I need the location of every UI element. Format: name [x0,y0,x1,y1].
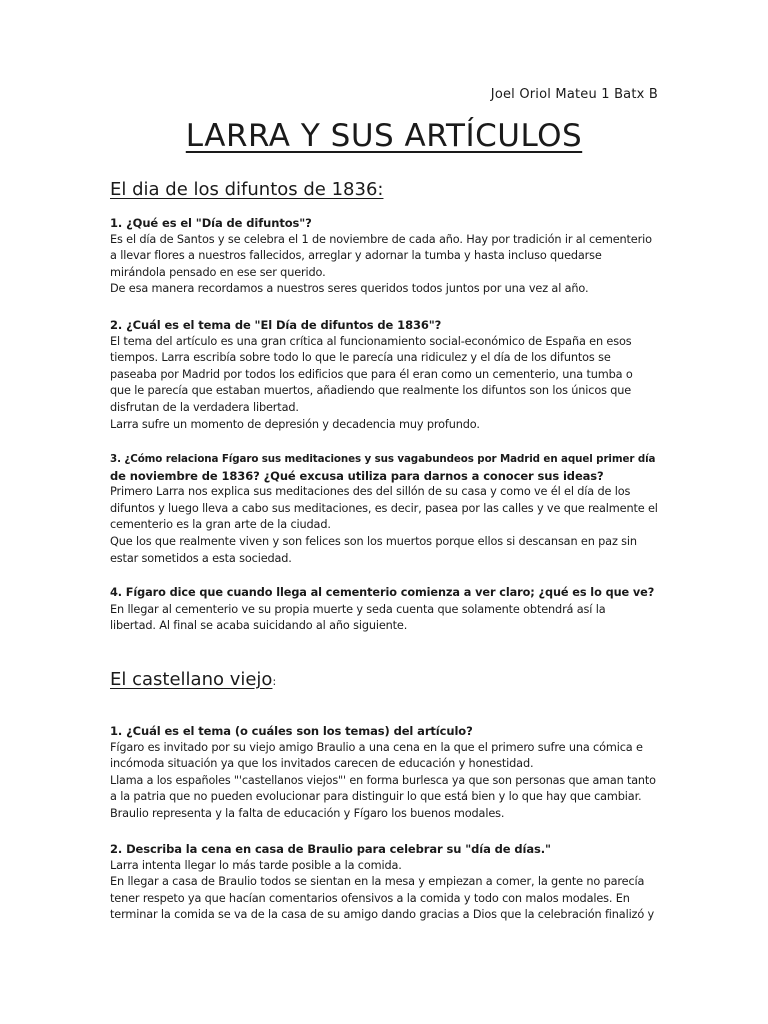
s2-answer-1-line-4: a la patria que no pueden evolucionar para distinguir lo que está bien y lo que hay que cambiar. [110,790,642,804]
s2-answer-1-line-5: Braulio representa y la falta de educación y Fígaro los buenos modales. [110,806,505,820]
s1-answer-3-line-5: estar sometidos a esta sociedad. [110,551,292,565]
s1-question-3-line-2: de noviembre de 1836? ¿Qué excusa utiliza para darnos a conocer sus ideas? [110,468,604,483]
s1-answer-2-line-3: paseaba por Madrid por todos los edificios que para él eran como un cementerio, una tumba o [110,367,633,381]
s1-answer-2-line-4: que le parecía que estaban muertos, añadiendo que realmente los difuntos son los únicos que [110,384,632,398]
s2-answer-2-line-4: terminar la comida se va de la casa de su amigo dando gracias a Dios que la celebración finalizó y [110,908,655,922]
s1-answer-3-line-3: cementerio es la gran arte de la ciudad. [110,518,331,532]
section-2-title-colon: : [272,675,277,688]
s2-question-1: 1. ¿Cuál es el tema (o cuáles son los temas) del artículo? [110,724,473,738]
s1-answer-3-line-1: Primero Larra nos explica sus meditaciones des del sillón de su casa y como ve él el día de los [110,485,631,499]
s1-answer-4-line-1: En llegar al cementerio ve su propia muerte y seda cuenta que solamente obtendrá así la [110,602,606,616]
s2-question-1-block [110,723,658,823]
s1-answer-4-line-2: libertad. Al final se acaba suicidando al año siguiente. [110,619,408,633]
s1-question-3-block [110,451,658,567]
s2-question-2: 2. Describa la cena en casa de Braulio para celebrar su "día de días." [110,842,551,856]
section-2-title [110,669,276,690]
page-title-text: LARRA Y SUS ARTÍCULOS [185,118,583,154]
s2-answer-1-line-3: Llama a los españoles "'castellanos viejos"' en forma burlesca ya que son personas que aman tanto [110,773,656,787]
s2-answer-1-line-2: incómoda situación ya que los invitados carecen de educación y honestidad. [110,757,534,771]
s1-answer-1-line-1: Es el día de Santos y se celebra el 1 de noviembre de cada año. Hay por tradición ir al cementerio [110,232,652,246]
s2-answer-2-line-1: Larra intenta llegar lo más tarde posible a la comida. [110,858,402,872]
section-2-title-text: El castellano viejo [110,669,273,690]
s1-answer-2-line-1: El tema del artículo es una gran crítica al funcionamiento social-económico de España en esos [110,334,632,348]
s2-answer-1-line-1: Fígaro es invitado por su viejo amigo Braulio a una cena en la que el primero sufre una cómica e [110,740,643,754]
s2-question-2-block [110,841,658,924]
s1-question-1: 1. ¿Qué es el "Día de difuntos"? [110,216,312,230]
page-title [110,118,658,154]
s1-answer-1-line-3: mirándola pensado en ese ser querido. [110,265,326,279]
s1-answer-1-line-4: De esa manera recordamos a nuestros seres queridos todos juntos por una vez al año. [110,282,589,296]
s1-question-3-line-1: 3. ¿Cómo relaciona Fígaro sus meditaciones y sus vagabundeos por Madrid en aquel primer día [110,453,656,465]
s1-answer-1-line-2: a llevar flores a nuestros fallecidos, arreglar y adornar la tumba y hasta incluso quedarse [110,249,602,263]
s2-answer-2-line-3: tener respeto ya que hacían comentarios ofensivos a la comida y todo con malos modales. En [110,891,630,905]
section-1-title-text: El dia de los difuntos de 1836: [110,179,384,200]
s1-question-4: 4. Fígaro dice que cuando llega al cementerio comienza a ver claro; ¿qué es lo que ve? [110,586,655,599]
s2-answer-2-line-2: En llegar a casa de Braulio todos se sientan en la mesa y empiezan a comer, la gente no parecía [110,875,645,889]
s1-question-4-block [110,585,658,635]
s1-answer-2-line-2: tiempos. Larra escribía sobre todo lo que le parecía una ridiculez y el día de los difuntos se [110,351,611,365]
s1-answer-2-line-5: disfrutan de la verdadera libertad. [110,400,299,414]
s1-answer-3-line-4: Que los que realmente viven y son felices son los muertos porque ellos si descansan en paz sin [110,534,637,548]
s1-answer-2-line-6: Larra sufre un momento de depresión y decadencia muy profundo. [110,417,480,431]
s1-question-1-block [110,215,658,298]
author-line: Joel Oriol Mateu 1 Batx B [490,87,658,102]
s1-question-2: 2. ¿Cuál es el tema de "El Día de difuntos de 1836"? [110,318,442,332]
s1-question-2-block [110,317,658,433]
s1-answer-3-line-2: difuntos y luego lleva a cabo sus meditaciones, es decir, pasea por las calles y ve que realmente el [110,501,658,515]
section-1-title [110,179,383,200]
